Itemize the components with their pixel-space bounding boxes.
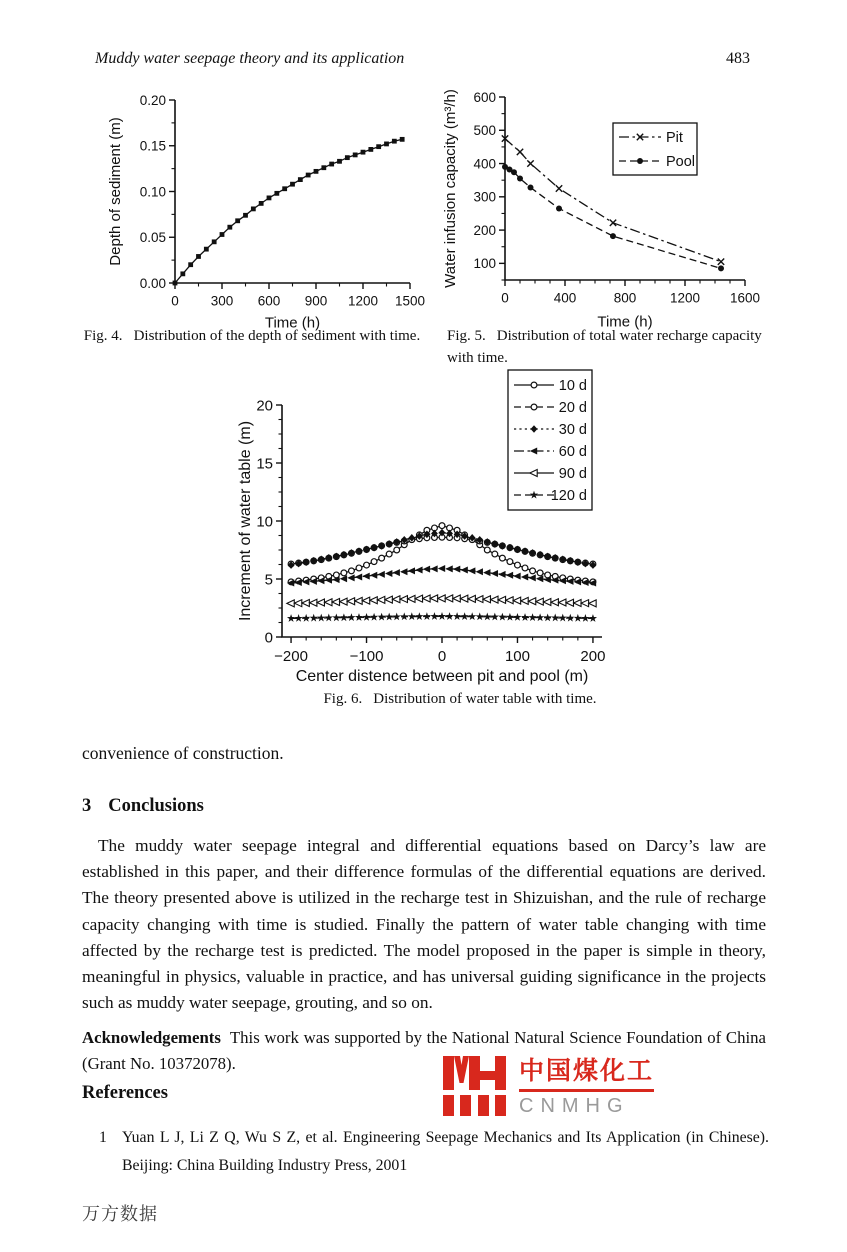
- svg-text:60 d: 60 d: [558, 444, 587, 461]
- conclusions-paragraph: The muddy water seepage integral and differential equations based on Darcy’s law are established in this paper, and their difference formulas of the differential equations are derived. The theory presented above is utilized in the recharge test in Shizuishan, and the rule of recharge capacity changing with time is studied. Finally the pattern of water table changing with time affected by the recharge test is predicted. The model proposed in the paper is simple in theory, meaningful in physics, valuable in practice, and has universal guiding significance in the projects such as muddy water seepage, grouting, and so on.: [82, 836, 766, 1013]
- svg-text:100: 100: [504, 648, 530, 665]
- svg-text:1500: 1500: [394, 293, 426, 309]
- conclusions-heading: [82, 796, 204, 817]
- fig4-caption-label: Fig. 4.: [83, 328, 123, 344]
- acknowledgements-text: This work was supported by the National Natural Science Foundation of China (Grant No. 10372078).: [82, 1028, 766, 1073]
- svg-text:30 d: 30 d: [558, 422, 587, 439]
- reference-item: [99, 1124, 769, 1179]
- reference-text: Yuan L J, Li Z Q, Wu S Z, et al. Engineering Seepage Mechanics and Its Application (in Chinese). Beijing: China Building Industry Press, 2001: [122, 1129, 769, 1174]
- fig4-caption-text: Distribution of the depth of sediment with time.: [133, 328, 421, 344]
- fig6-caption-text: Distribution of water table with time.: [373, 691, 597, 707]
- svg-text:0.10: 0.10: [139, 184, 166, 200]
- cnmhg-logo: [443, 1056, 654, 1118]
- fig6-water-table-chart: [230, 368, 650, 683]
- svg-text:0.00: 0.00: [139, 275, 166, 291]
- fig4-caption: [74, 326, 430, 348]
- svg-text:−200: −200: [274, 648, 308, 665]
- svg-text:Time (h): Time (h): [264, 314, 321, 332]
- svg-text:Center distence between pit an: Center distence between pit and pool (m): [295, 668, 589, 685]
- svg-text:0: 0: [264, 629, 273, 647]
- svg-text:Pool: Pool: [666, 154, 696, 171]
- svg-text:90 d: 90 d: [558, 466, 587, 483]
- svg-text:Water infusion capacity (m³/h): Water infusion capacity (m³/h): [442, 89, 459, 288]
- svg-text:1200: 1200: [669, 290, 701, 306]
- svg-text:300: 300: [473, 189, 496, 205]
- svg-text:−100: −100: [349, 648, 384, 665]
- svg-text:20 d: 20 d: [558, 400, 587, 417]
- page-number: 483: [726, 50, 750, 67]
- svg-text:0.20: 0.20: [139, 92, 166, 108]
- svg-text:0.05: 0.05: [139, 230, 166, 246]
- acknowledgements-label: Acknowledgements: [82, 1028, 221, 1047]
- svg-text:120 d: 120 d: [550, 488, 587, 505]
- svg-text:300: 300: [210, 293, 234, 309]
- cnmhg-logo-mark-icon: [443, 1056, 509, 1116]
- svg-text:5: 5: [264, 571, 273, 589]
- fig6-caption-label: Fig. 6.: [323, 691, 363, 707]
- svg-text:20: 20: [256, 397, 273, 415]
- svg-text:15: 15: [256, 455, 273, 473]
- fig5-caption-label: Fig. 5.: [447, 328, 486, 344]
- svg-text:Time (h): Time (h): [597, 313, 653, 331]
- svg-text:0.15: 0.15: [139, 138, 166, 154]
- acknowledgements: [82, 1025, 766, 1076]
- running-head: Muddy water seepage theory and its application: [95, 50, 405, 67]
- svg-text:400: 400: [553, 290, 577, 306]
- svg-text:Depth of sediment (m): Depth of sediment (m): [107, 117, 124, 266]
- svg-text:10 d: 10 d: [558, 378, 587, 395]
- fig5-water-infusion-chart: [440, 85, 785, 330]
- logo-latin-text: CNMHG: [519, 1094, 630, 1117]
- svg-text:600: 600: [473, 89, 496, 105]
- svg-text:600: 600: [257, 293, 281, 309]
- fig4-sediment-depth-chart: [100, 88, 430, 332]
- fig6-caption: [288, 689, 632, 711]
- conclusions-heading-text: Conclusions: [108, 796, 204, 816]
- svg-text:200: 200: [473, 222, 496, 238]
- svg-text:400: 400: [473, 156, 496, 172]
- svg-text:1200: 1200: [347, 293, 379, 309]
- logo-chinese-text: 中国煤化工: [519, 1058, 655, 1085]
- references-heading: References: [82, 1083, 168, 1103]
- svg-text:10: 10: [256, 513, 273, 531]
- svg-text:800: 800: [613, 290, 637, 306]
- svg-text:500: 500: [473, 123, 496, 139]
- svg-text:Increment of water table (m): Increment of water table (m): [237, 420, 254, 622]
- svg-text:200: 200: [580, 648, 606, 665]
- fig5-caption-text: Distribution of total water recharge capacity with time.: [447, 328, 762, 366]
- cnmhg-logo-text: [519, 1056, 654, 1118]
- reference-number: 1: [99, 1129, 107, 1146]
- svg-text:0: 0: [437, 648, 447, 665]
- fig5-caption: [447, 326, 769, 370]
- logo-divider: [519, 1089, 654, 1092]
- svg-text:100: 100: [473, 256, 496, 272]
- wanfang-watermark: 万方数据: [82, 1204, 158, 1224]
- svg-text:Pit: Pit: [666, 130, 683, 147]
- body-text-fragment: convenience of construction.: [82, 743, 284, 763]
- svg-text:1600: 1600: [729, 290, 761, 306]
- svg-text:900: 900: [304, 293, 328, 309]
- conclusions-heading-number: 3: [82, 796, 92, 816]
- svg-text:0: 0: [501, 290, 509, 306]
- svg-text:0: 0: [171, 293, 179, 309]
